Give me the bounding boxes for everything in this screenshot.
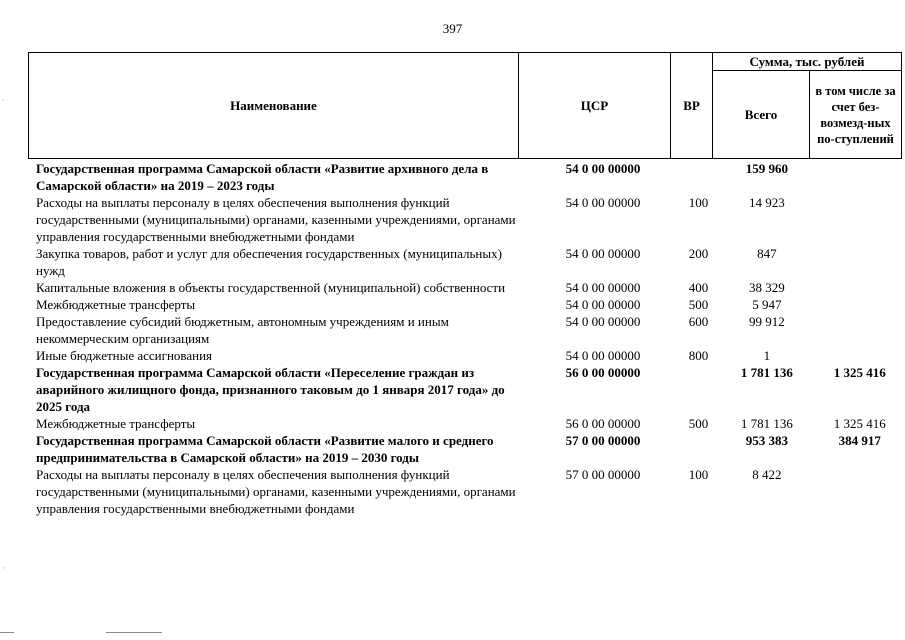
- row-incl: [815, 347, 905, 364]
- row-name: Капитальные вложения в объекты государственной (муниципальной) собственности: [36, 280, 506, 295]
- row-incl: [815, 194, 905, 245]
- row-incl: [815, 296, 905, 313]
- row-incl: 1 325 416: [833, 365, 886, 380]
- row-total: 1 781 136: [740, 416, 793, 431]
- row-vr: 800: [688, 348, 709, 363]
- row-total: 14 923: [748, 195, 785, 210]
- table-row: [28, 466, 905, 517]
- row-csr: 54 0 00 00000: [565, 280, 641, 295]
- row-vr: [678, 364, 720, 415]
- row-name: Государственная программа Самарской области «Переселение граждан из аварийного жилищного фонда, признанного таковым до 1 января 2017 года» до 2025 года: [36, 365, 505, 414]
- row-csr: 57 0 00 00000: [565, 433, 641, 448]
- table-row: [28, 279, 905, 296]
- row-total: 1 781 136: [740, 365, 793, 380]
- row-csr: 54 0 00 00000: [565, 297, 641, 312]
- row-total: 38 329: [748, 280, 785, 295]
- row-incl: [815, 160, 905, 194]
- margin-mark: ·: [2, 563, 5, 573]
- row-csr: 54 0 00 00000: [565, 348, 641, 363]
- row-incl: [815, 279, 905, 296]
- table-row: [28, 347, 905, 364]
- row-total: 8 422: [752, 467, 782, 482]
- table-row: [28, 415, 905, 432]
- row-name: Предоставление субсидий бюджетным, автономным учреждениям и иным некоммерческим организациям: [36, 314, 449, 346]
- row-vr: 400: [688, 280, 709, 295]
- table-row: [28, 313, 905, 347]
- row-total: 5 947: [752, 297, 782, 312]
- row-csr: 54 0 00 00000: [565, 161, 641, 176]
- row-csr: 56 0 00 00000: [565, 416, 641, 431]
- row-vr: 200: [688, 246, 709, 261]
- row-vr: [678, 160, 720, 194]
- row-vr: 500: [688, 297, 709, 312]
- row-incl: [815, 466, 905, 517]
- row-vr: [678, 432, 720, 466]
- header-vr: ВР: [671, 53, 713, 159]
- row-total: 159 960: [745, 161, 788, 176]
- header-incl: в том числе за счет без-возмезд-ных по-ступлений: [810, 71, 902, 159]
- row-name: Расходы на выплаты персоналу в целях обеспечения выполнения функций государственными (муниципальными) органами, казенными учреждениями, органами управления государственными внебюджетными фондами: [36, 195, 516, 244]
- table-row: [28, 296, 905, 313]
- header-total: Всего: [713, 71, 810, 159]
- row-name: Межбюджетные трансферты: [36, 416, 196, 431]
- row-name: Расходы на выплаты персоналу в целях обеспечения выполнения функций государственными (муниципальными) органами, казенными учреждениями, органами управления государственными внебюджетными фондами: [36, 467, 516, 516]
- divider: [106, 632, 162, 633]
- row-csr: 57 0 00 00000: [565, 467, 641, 482]
- row-vr: 500: [688, 416, 709, 431]
- header-sum: Сумма, тыс. рублей: [713, 53, 902, 71]
- page-number: 397: [442, 21, 463, 36]
- row-vr: 600: [688, 314, 709, 329]
- row-csr: 56 0 00 00000: [565, 365, 641, 380]
- margin-mark: ·: [2, 95, 5, 105]
- table-row: [28, 432, 905, 466]
- budget-table: [28, 160, 905, 517]
- header-csr: ЦСР: [519, 53, 671, 159]
- row-csr: 54 0 00 00000: [565, 314, 641, 329]
- row-incl: [815, 313, 905, 347]
- divider: [0, 632, 14, 633]
- row-total: 847: [757, 246, 777, 261]
- table-row: [28, 194, 905, 245]
- row-total: 953 383: [745, 433, 788, 448]
- row-incl: 1 325 416: [833, 416, 886, 431]
- row-name: Закупка товаров, работ и услуг для обеспечения государственных (муниципальных) нужд: [36, 246, 502, 278]
- row-name: Государственная программа Самарской области «Развитие архивного дела в Самарской области» на 2019 – 2023 годы: [36, 161, 489, 193]
- row-incl: 384 917: [838, 433, 881, 448]
- table-row: [28, 160, 905, 194]
- row-vr: 100: [688, 195, 709, 210]
- row-name: Государственная программа Самарской области «Развитие малого и среднего предпринимательства в Самарской области» на 2019 – 2030 годы: [36, 433, 494, 465]
- table-row: [28, 245, 905, 279]
- row-incl: [815, 245, 905, 279]
- row-total: 1: [763, 348, 771, 363]
- row-vr: 100: [688, 467, 709, 482]
- table-header: [28, 52, 902, 159]
- row-total: 99 912: [748, 314, 785, 329]
- table-row: [28, 364, 905, 415]
- row-csr: 54 0 00 00000: [565, 246, 641, 261]
- row-name: Межбюджетные трансферты: [36, 297, 196, 312]
- row-name: Иные бюджетные ассигнования: [36, 348, 213, 363]
- header-name: Наименование: [29, 53, 519, 159]
- row-csr: 54 0 00 00000: [565, 195, 641, 210]
